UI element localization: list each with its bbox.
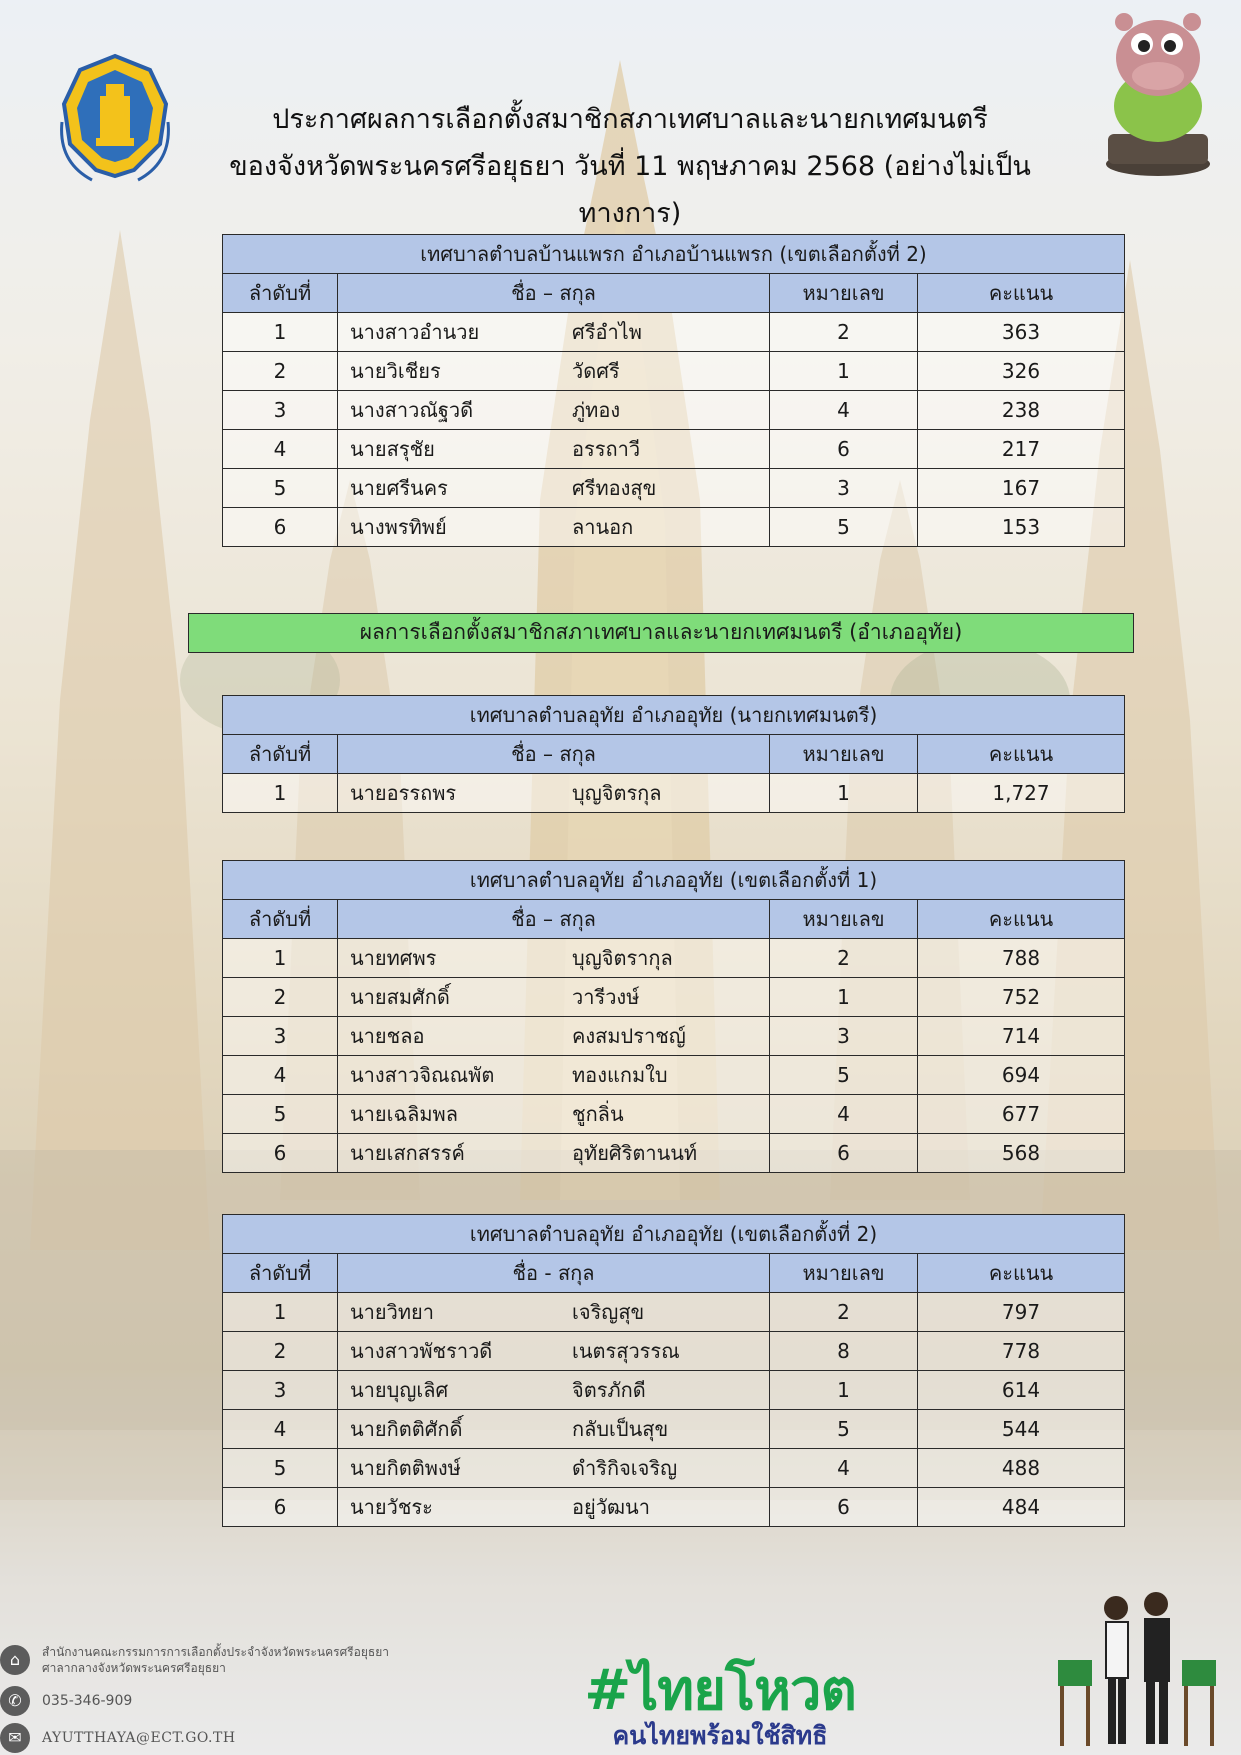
- last-name: เจริญสุข: [572, 1300, 645, 1324]
- name-cell: [338, 1134, 770, 1173]
- table-row: [223, 939, 1125, 978]
- table-row: [223, 1449, 1125, 1488]
- page-title: [190, 96, 1070, 237]
- last-name: ศรีอำไพ: [572, 320, 642, 344]
- section-banner: ผลการเลือกตั้งสมาชิกสภาเทศบาลและนายกเทศมนตรี (อำเภออุทัย): [188, 613, 1134, 653]
- votes-cell: 714: [918, 1017, 1125, 1056]
- rank-cell: 3: [223, 1017, 338, 1056]
- votes-cell: 238: [918, 391, 1125, 430]
- results-table-banphraek-zone2: [222, 234, 1125, 547]
- table-row: [223, 1134, 1125, 1173]
- first-name: นายทศพร: [350, 946, 437, 970]
- column-header-rank: ลำดับที่: [223, 274, 338, 313]
- votes-cell: 326: [918, 352, 1125, 391]
- table-row: [223, 978, 1125, 1017]
- number-cell: 5: [770, 1410, 918, 1449]
- name-cell: [338, 978, 770, 1017]
- votes-cell: 484: [918, 1488, 1125, 1527]
- contact-email: [0, 1723, 236, 1753]
- voters-illustration: [1052, 1580, 1222, 1750]
- votes-cell: 544: [918, 1410, 1125, 1449]
- last-name: คงสมปราชญ์: [572, 1024, 686, 1048]
- first-name: นางสาวณัฐวดี: [350, 398, 474, 422]
- number-cell: 4: [770, 1449, 918, 1488]
- last-name: ลานอก: [572, 515, 634, 539]
- column-header-votes: คะแนน: [918, 1254, 1125, 1293]
- office-name: สำนักงานคณะกรรมการการเลือกตั้งประจำจังหวัดพระนครศรีอยุธยา: [42, 1645, 389, 1659]
- results-table-uthai-zone2: [222, 1214, 1125, 1527]
- first-name: นางสาวพัชราวดี: [350, 1339, 493, 1363]
- number-cell: 8: [770, 1332, 918, 1371]
- rank-cell: 1: [223, 1293, 338, 1332]
- name-cell: [338, 313, 770, 352]
- votes-cell: 568: [918, 1134, 1125, 1173]
- rank-cell: 6: [223, 1134, 338, 1173]
- table-row: [223, 1332, 1125, 1371]
- column-header-number: หมายเลข: [770, 274, 918, 313]
- name-cell: [338, 774, 770, 813]
- table-row: [223, 469, 1125, 508]
- number-cell: 4: [770, 1095, 918, 1134]
- votes-cell: 488: [918, 1449, 1125, 1488]
- title-line-1: ประกาศผลการเลือกตั้งสมาชิกสภาเทศบาลและนายกเทศมนตรี: [272, 104, 988, 135]
- number-cell: 5: [770, 1056, 918, 1095]
- thai-vote-brand: [540, 1660, 900, 1750]
- home-icon: ⌂: [0, 1645, 30, 1675]
- table-row: [223, 1095, 1125, 1134]
- table-row: [223, 774, 1125, 813]
- contact-phone: [0, 1686, 132, 1716]
- email-address: AYUTTHAYA@ECT.GO.TH: [42, 1730, 236, 1746]
- column-header-votes: คะแนน: [918, 274, 1125, 313]
- name-cell: [338, 1449, 770, 1488]
- rank-cell: 4: [223, 430, 338, 469]
- rank-cell: 2: [223, 1332, 338, 1371]
- table-row: [223, 1410, 1125, 1449]
- table-caption: เทศบาลตำบลอุทัย อำเภออุทัย (นายกเทศมนตรี): [223, 696, 1125, 735]
- first-name: นายเสกสรรค์: [350, 1141, 465, 1165]
- table-row: [223, 1371, 1125, 1410]
- footer-contact: [0, 1636, 420, 1755]
- election-commission-logo: [52, 52, 178, 184]
- name-cell: [338, 508, 770, 547]
- table-row: [223, 430, 1125, 469]
- votes-cell: 363: [918, 313, 1125, 352]
- first-name: นางสาวจิณณพัต: [350, 1063, 495, 1087]
- votes-cell: 153: [918, 508, 1125, 547]
- table-caption: เทศบาลตำบลบ้านแพรก อำเภอบ้านแพรก (เขตเลือกตั้งที่ 2): [223, 235, 1125, 274]
- rank-cell: 2: [223, 978, 338, 1017]
- first-name: นายอรรถพร: [350, 781, 457, 805]
- name-cell: [338, 1293, 770, 1332]
- title-line-2: ของจังหวัดพระนครศรีอยุธยา วันที่ 11 พฤษภาคม 2568 (อย่างไม่เป็นทางการ): [229, 151, 1031, 229]
- hippo-mascot-image: [1094, 6, 1222, 178]
- votes-cell: 614: [918, 1371, 1125, 1410]
- column-header-rank: ลำดับที่: [223, 735, 338, 774]
- name-cell: [338, 352, 770, 391]
- last-name: วารีวงษ์: [572, 985, 640, 1009]
- name-cell: [338, 1410, 770, 1449]
- first-name: นายกิตติพงษ์: [350, 1456, 461, 1480]
- number-cell: 1: [770, 978, 918, 1017]
- first-name: นางพรทิพย์: [350, 515, 447, 539]
- last-name: บุญจิตรกุล: [572, 781, 662, 805]
- votes-cell: 1,727: [918, 774, 1125, 813]
- column-header-rank: ลำดับที่: [223, 900, 338, 939]
- number-cell: 4: [770, 391, 918, 430]
- votes-cell: 788: [918, 939, 1125, 978]
- office-location: ศาลากลางจังหวัดพระนครศรีอยุธยา: [42, 1661, 226, 1675]
- rank-cell: 5: [223, 469, 338, 508]
- number-cell: 6: [770, 1134, 918, 1173]
- office-address: [42, 1644, 389, 1676]
- last-name: ศรีทองสุข: [572, 476, 657, 500]
- table-row: [223, 391, 1125, 430]
- rank-cell: 1: [223, 774, 338, 813]
- table-row: [223, 352, 1125, 391]
- first-name: นายศรีนคร: [350, 476, 448, 500]
- rank-cell: 1: [223, 313, 338, 352]
- first-name: นายบุญเลิศ: [350, 1378, 449, 1402]
- table-row: [223, 508, 1125, 547]
- votes-cell: 694: [918, 1056, 1125, 1095]
- column-header-name: ชื่อ – สกุล: [338, 274, 770, 313]
- table-caption: เทศบาลตำบลอุทัย อำเภออุทัย (เขตเลือกตั้งที่ 2): [223, 1215, 1125, 1254]
- column-header-name: ชื่อ – สกุล: [338, 900, 770, 939]
- first-name: นายสรุชัย: [350, 437, 435, 461]
- votes-cell: 778: [918, 1332, 1125, 1371]
- phone-number: 035-346-909: [42, 1693, 133, 1709]
- votes-cell: 677: [918, 1095, 1125, 1134]
- table-row: [223, 1056, 1125, 1095]
- rank-cell: 6: [223, 508, 338, 547]
- rank-cell: 5: [223, 1095, 338, 1134]
- last-name: กลับเป็นสุข: [572, 1417, 669, 1441]
- column-header-rank: ลำดับที่: [223, 1254, 338, 1293]
- column-header-number: หมายเลข: [770, 900, 918, 939]
- number-cell: 1: [770, 1371, 918, 1410]
- name-cell: [338, 1488, 770, 1527]
- first-name: นายสมศักดิ์: [350, 985, 450, 1009]
- contact-office: [0, 1644, 389, 1676]
- column-header-number: หมายเลข: [770, 1254, 918, 1293]
- rank-cell: 3: [223, 1371, 338, 1410]
- number-cell: 1: [770, 774, 918, 813]
- last-name: เนตรสุวรรณ: [572, 1339, 680, 1363]
- last-name: อยู่วัฒนา: [572, 1495, 650, 1519]
- last-name: ทองแกมใบ: [572, 1063, 668, 1087]
- rank-cell: 2: [223, 352, 338, 391]
- rank-cell: 4: [223, 1056, 338, 1095]
- name-cell: [338, 1332, 770, 1371]
- name-cell: [338, 1056, 770, 1095]
- mail-icon: ✉: [0, 1723, 30, 1753]
- number-cell: 3: [770, 1017, 918, 1056]
- first-name: นายกิตติศักดิ์: [350, 1417, 463, 1441]
- name-cell: [338, 939, 770, 978]
- number-cell: 6: [770, 430, 918, 469]
- last-name: อุทัยศิริตานนท์: [572, 1141, 698, 1165]
- votes-cell: 217: [918, 430, 1125, 469]
- column-header-number: หมายเลข: [770, 735, 918, 774]
- first-name: นางสาวอำนวย: [350, 320, 480, 344]
- column-header-votes: คะแนน: [918, 900, 1125, 939]
- column-header-votes: คะแนน: [918, 735, 1125, 774]
- column-header-name: ชื่อ - สกุล: [338, 1254, 770, 1293]
- table-row: [223, 1293, 1125, 1332]
- number-cell: 2: [770, 313, 918, 352]
- rank-cell: 1: [223, 939, 338, 978]
- table-caption: เทศบาลตำบลอุทัย อำเภออุทัย (เขตเลือกตั้งที่ 1): [223, 861, 1125, 900]
- first-name: นายวิเชียร: [350, 359, 441, 383]
- rank-cell: 4: [223, 1410, 338, 1449]
- name-cell: [338, 430, 770, 469]
- votes-cell: 167: [918, 469, 1125, 508]
- table-row: [223, 313, 1125, 352]
- first-name: นายวัชระ: [350, 1495, 433, 1519]
- table-row: [223, 1488, 1125, 1527]
- first-name: นายชลอ: [350, 1024, 425, 1048]
- rank-cell: 3: [223, 391, 338, 430]
- number-cell: 2: [770, 939, 918, 978]
- votes-cell: 797: [918, 1293, 1125, 1332]
- table-row: [223, 1017, 1125, 1056]
- results-table-uthai-mayor: [222, 695, 1125, 813]
- number-cell: 6: [770, 1488, 918, 1527]
- name-cell: [338, 469, 770, 508]
- last-name: บุญจิตรากุล: [572, 946, 673, 970]
- last-name: วัดศรี: [572, 359, 620, 383]
- last-name: ชูกลิ่น: [572, 1102, 624, 1126]
- rank-cell: 5: [223, 1449, 338, 1488]
- name-cell: [338, 391, 770, 430]
- last-name: ดำริกิจเจริญ: [572, 1456, 678, 1480]
- votes-cell: 752: [918, 978, 1125, 1017]
- brand-hashtag: #ไทยโหวต: [584, 1658, 856, 1723]
- last-name: จิตรภักดี: [572, 1378, 646, 1402]
- first-name: นายวิทยา: [350, 1300, 434, 1324]
- number-cell: 1: [770, 352, 918, 391]
- phone-icon: ✆: [0, 1686, 30, 1716]
- number-cell: 2: [770, 1293, 918, 1332]
- column-header-name: ชื่อ – สกุล: [338, 735, 770, 774]
- name-cell: [338, 1371, 770, 1410]
- brand-slogan: คนไทยพร้อมใช้สิทธิ: [612, 1721, 828, 1750]
- first-name: นายเฉลิมพล: [350, 1102, 458, 1126]
- name-cell: [338, 1095, 770, 1134]
- name-cell: [338, 1017, 770, 1056]
- results-table-uthai-zone1: [222, 860, 1125, 1173]
- number-cell: 5: [770, 508, 918, 547]
- last-name: ภู่ทอง: [572, 398, 621, 422]
- rank-cell: 6: [223, 1488, 338, 1527]
- last-name: อรรถาวี: [572, 437, 641, 461]
- number-cell: 3: [770, 469, 918, 508]
